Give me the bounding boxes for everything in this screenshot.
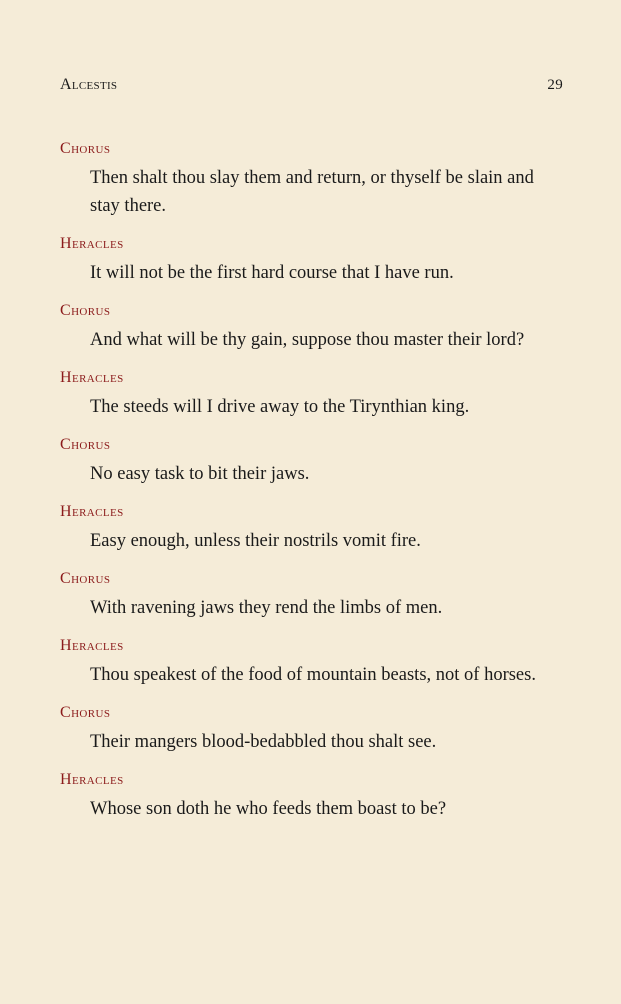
running-title: Alcestis [60, 76, 118, 93]
speech-block [60, 635, 565, 689]
speaker-name: Heracles [60, 369, 124, 386]
speech-text: Their mangers blood-bedabbled thou shalt see. [90, 732, 437, 752]
speech-text: Thou speakest of the food of mountain beasts, not of horses. [90, 665, 536, 685]
speech-text: Then shalt thou slay them and return, or thyself be slain and stay there. [90, 168, 534, 216]
speech-block [60, 568, 565, 622]
running-head [60, 76, 563, 94]
speech-block [60, 233, 565, 287]
speech-block [60, 138, 565, 220]
speech-block [60, 501, 565, 555]
speech-text: The steeds will I drive away to the Tirynthian king. [90, 397, 470, 417]
speech-text: With ravening jaws they rend the limbs of men. [90, 598, 443, 618]
speech-text: And what will be thy gain, suppose thou master their lord? [90, 330, 525, 350]
speaker-name: Chorus [60, 140, 111, 157]
speech-block [60, 769, 565, 823]
page-number: 29 [547, 77, 563, 93]
speaker-name: Chorus [60, 570, 111, 587]
speech-text: Whose son doth he who feeds them boast to be? [90, 799, 447, 819]
speech-text: No easy task to bit their jaws. [90, 464, 310, 484]
speaker-name: Heracles [60, 771, 124, 788]
speaker-name: Heracles [60, 637, 124, 654]
speech-block [60, 367, 565, 421]
speaker-name: Chorus [60, 302, 111, 319]
speech-text: It will not be the first hard course that I have run. [90, 263, 454, 283]
speaker-name: Heracles [60, 503, 124, 520]
dialogue [60, 138, 565, 836]
speech-block [60, 702, 565, 756]
speech-text: Easy enough, unless their nostrils vomit fire. [90, 531, 421, 551]
speaker-name: Heracles [60, 235, 124, 252]
speech-block [60, 434, 565, 488]
speaker-name: Chorus [60, 436, 111, 453]
speech-block [60, 300, 565, 354]
speaker-name: Chorus [60, 704, 111, 721]
